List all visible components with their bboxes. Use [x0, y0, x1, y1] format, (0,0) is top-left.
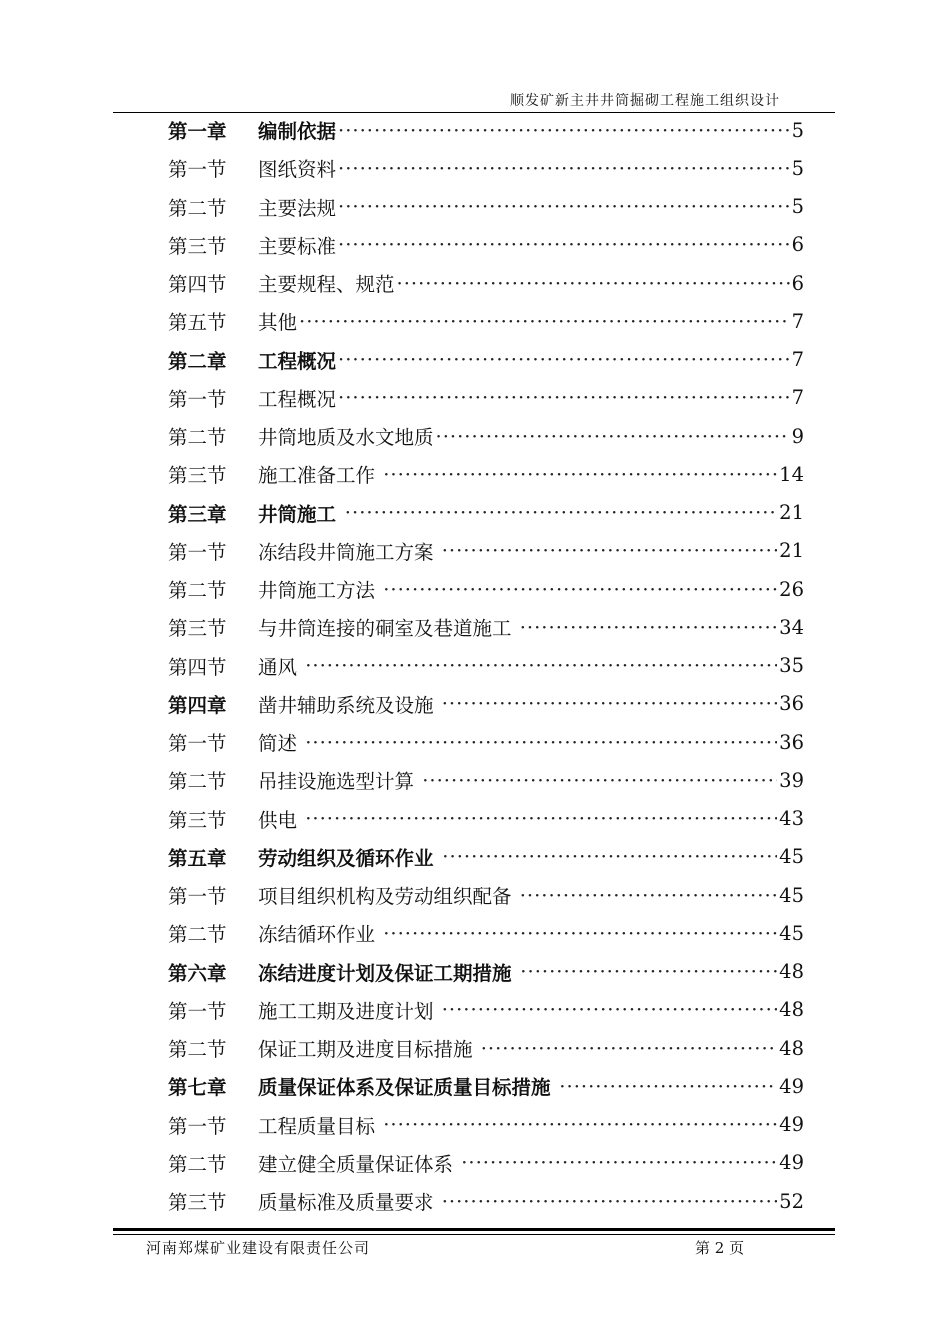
toc-entry-number: 第一节 [168, 540, 227, 564]
toc-entry-page: 39 [779, 768, 804, 792]
toc-entry-page: 52 [779, 1189, 804, 1213]
toc-entry-title: 项目组织机构及劳动组织配备 [258, 885, 518, 909]
toc-section-entry[interactable] [168, 379, 804, 417]
toc-entry-title: 冻结段井筒施工方案 [258, 540, 440, 564]
toc-dot-leader [479, 1037, 777, 1060]
toc-dot-leader [557, 1075, 777, 1098]
toc-entry-title: 质量保证体系及保证质量目标措施 [258, 1076, 558, 1100]
footer-page-number: 第 2 页 [695, 1239, 745, 1257]
toc-entry-number: 第四节 [168, 273, 227, 297]
toc-entry-page: 7 [791, 348, 804, 372]
toc-section-entry[interactable] [168, 188, 804, 226]
toc-entry-number: 第一节 [168, 885, 227, 909]
toc-entry-page: 7 [791, 386, 804, 410]
toc-section-entry[interactable] [168, 761, 804, 799]
toc-entry-title: 建立健全质量保证体系 [258, 1152, 460, 1176]
toc-chapter-entry[interactable] [168, 111, 804, 149]
toc-entry-page: 45 [779, 845, 804, 869]
toc-entry-page: 26 [779, 577, 804, 601]
toc-dot-leader [336, 348, 790, 371]
toc-entry-number: 第五节 [168, 311, 227, 335]
toc-entry-number: 第三章 [168, 502, 227, 526]
toc-entry-title: 冻结循环作业 [258, 923, 382, 947]
toc-dot-leader [336, 157, 790, 180]
toc-entry-title: 编制依据 [258, 120, 337, 144]
toc-chapter-entry[interactable] [168, 494, 804, 532]
toc-entry-page: 5 [791, 156, 804, 180]
toc-dot-leader [518, 616, 777, 639]
toc-entry-number: 第二节 [168, 196, 227, 220]
footer-company: 河南郑煤矿业建设有限责任公司 [146, 1239, 371, 1257]
toc-dot-leader [336, 233, 790, 256]
toc-section-entry[interactable] [168, 800, 804, 838]
toc-dot-leader [518, 960, 777, 983]
toc-entry-number: 第六章 [168, 961, 227, 985]
toc-entry-title: 工程概况 [258, 387, 337, 411]
toc-entry-number: 第五章 [168, 846, 227, 870]
toc-section-entry[interactable] [168, 647, 804, 685]
toc-section-entry[interactable] [168, 1144, 804, 1182]
toc-entry-number: 第三节 [168, 1191, 227, 1215]
toc-dot-leader [303, 654, 777, 677]
toc-dot-leader [303, 731, 777, 754]
toc-entry-page: 6 [791, 271, 804, 295]
toc-entry-number: 第二节 [168, 1152, 227, 1176]
toc-section-entry[interactable] [168, 302, 804, 340]
toc-entry-title: 工程质量目标 [258, 1114, 382, 1138]
toc-entry-number: 第二章 [168, 349, 227, 373]
toc-entry-title: 工程概况 [258, 349, 337, 373]
toc-entry-title: 与井筒连接的硐室及巷道施工 [258, 617, 518, 641]
toc-entry-number: 第一节 [168, 732, 227, 756]
toc-entry-page: 36 [779, 692, 804, 716]
toc-entry-page: 48 [779, 998, 804, 1022]
toc-entry-page: 5 [791, 118, 804, 142]
toc-entry-number: 第二节 [168, 426, 227, 450]
toc-chapter-entry[interactable] [168, 685, 804, 723]
toc-section-entry[interactable] [168, 455, 804, 493]
toc-entry-number: 第三节 [168, 808, 227, 832]
toc-entry-number: 第三节 [168, 464, 227, 488]
toc-entry-page: 14 [779, 462, 804, 486]
toc-entry-page: 21 [779, 539, 804, 563]
toc-entry-number: 第二节 [168, 923, 227, 947]
toc-entry-number: 第一节 [168, 1114, 227, 1138]
toc-chapter-entry[interactable] [168, 953, 804, 991]
toc-dot-leader [518, 884, 777, 907]
toc-entry-title: 井筒地质及水文地质 [258, 426, 434, 450]
toc-entry-page: 5 [791, 195, 804, 219]
toc-entry-page: 43 [779, 807, 804, 831]
toc-entry-title: 施工工期及进度计划 [258, 999, 440, 1023]
toc-dot-leader [303, 807, 777, 830]
toc-section-entry[interactable] [168, 226, 804, 264]
toc-entry-page: 49 [779, 1113, 804, 1137]
toc-dot-leader [381, 922, 777, 945]
toc-entry-number: 第三节 [168, 234, 227, 258]
toc-entry-number: 第二节 [168, 1038, 227, 1062]
toc-dot-leader [381, 578, 777, 601]
toc-entry-page: 36 [779, 730, 804, 754]
toc-entry-page: 49 [779, 1151, 804, 1175]
toc-dot-leader [336, 195, 790, 218]
toc-chapter-entry[interactable] [168, 1067, 804, 1105]
toc-section-entry[interactable] [168, 417, 804, 455]
footer-rule-thin [113, 1234, 835, 1235]
toc-entry-page: 7 [791, 309, 804, 333]
toc-entry-number: 第一节 [168, 158, 227, 182]
toc-section-entry[interactable] [168, 723, 804, 761]
toc-entry-page: 49 [779, 1074, 804, 1098]
toc-entry-title: 主要标准 [258, 234, 337, 258]
toc-entry-page: 21 [779, 501, 804, 525]
footer-rule-thick [113, 1228, 835, 1231]
toc-entry-title: 劳动组织及循环作业 [258, 846, 441, 870]
toc-entry-number: 第四章 [168, 693, 227, 717]
toc-dot-leader [343, 501, 777, 524]
toc-section-entry[interactable] [168, 876, 804, 914]
toc-section-entry[interactable] [168, 1106, 804, 1144]
table-of-contents [168, 111, 804, 1220]
toc-dot-leader [395, 272, 790, 295]
toc-entry-title: 冻结进度计划及保证工期措施 [258, 961, 519, 985]
toc-entry-title: 吊挂设施选型计算 [258, 770, 421, 794]
toc-section-entry[interactable] [168, 914, 804, 952]
toc-entry-number: 第一节 [168, 999, 227, 1023]
toc-entry-number: 第三节 [168, 617, 227, 641]
toc-entry-title: 保证工期及进度目标措施 [258, 1038, 479, 1062]
toc-entry-title: 其他 [258, 311, 298, 335]
toc-section-entry[interactable] [168, 1029, 804, 1067]
toc-entry-title: 简述 [258, 732, 304, 756]
toc-section-entry[interactable] [168, 570, 804, 608]
toc-entry-title: 施工准备工作 [258, 464, 382, 488]
toc-entry-page: 6 [791, 233, 804, 257]
toc-chapter-entry[interactable] [168, 838, 804, 876]
toc-dot-leader [440, 998, 777, 1021]
toc-dot-leader [336, 386, 790, 409]
toc-section-entry[interactable] [168, 1182, 804, 1220]
toc-entry-title: 图纸资料 [258, 158, 337, 182]
toc-dot-leader [440, 539, 777, 562]
toc-entry-number: 第二节 [168, 579, 227, 603]
toc-entry-title: 主要规程、规范 [258, 273, 395, 297]
toc-entry-title: 井筒施工方法 [258, 579, 382, 603]
toc-entry-title: 主要法规 [258, 196, 337, 220]
toc-entry-page: 45 [779, 883, 804, 907]
toc-entry-page: 35 [779, 654, 804, 678]
toc-entry-number: 第七章 [168, 1076, 227, 1100]
toc-dot-leader [381, 463, 777, 486]
toc-entry-page: 45 [779, 921, 804, 945]
toc-section-entry[interactable] [168, 991, 804, 1029]
toc-entry-number: 第四节 [168, 655, 227, 679]
toc-entry-number: 第二节 [168, 770, 227, 794]
toc-entry-number: 第一节 [168, 387, 227, 411]
toc-entry-page: 48 [779, 960, 804, 984]
toc-section-entry[interactable] [168, 608, 804, 646]
toc-entry-title: 井筒施工 [258, 502, 343, 526]
toc-dot-leader [297, 310, 790, 333]
toc-chapter-entry[interactable] [168, 341, 804, 379]
toc-entry-title: 通风 [258, 655, 304, 679]
toc-dot-leader [336, 119, 790, 142]
toc-dot-leader [381, 1113, 777, 1136]
toc-section-entry[interactable] [168, 149, 804, 187]
toc-section-entry[interactable] [168, 532, 804, 570]
toc-dot-leader [459, 1151, 777, 1174]
toc-entry-title: 供电 [258, 808, 304, 832]
toc-entry-title: 凿井辅助系统及设施 [258, 693, 440, 717]
toc-dot-leader [440, 1190, 777, 1213]
toc-entry-number: 第一章 [168, 120, 227, 144]
toc-dot-leader [440, 845, 777, 868]
toc-dot-leader [434, 425, 790, 448]
toc-dot-leader [440, 692, 777, 715]
toc-entry-title: 质量标准及质量要求 [258, 1191, 440, 1215]
toc-dot-leader [420, 769, 777, 792]
page-header-title: 顺发矿新主井井筒掘砌工程施工组织设计 [510, 93, 780, 109]
toc-entry-page: 9 [791, 424, 804, 448]
toc-section-entry[interactable] [168, 264, 804, 302]
toc-entry-page: 48 [779, 1036, 804, 1060]
toc-entry-page: 34 [779, 615, 804, 639]
